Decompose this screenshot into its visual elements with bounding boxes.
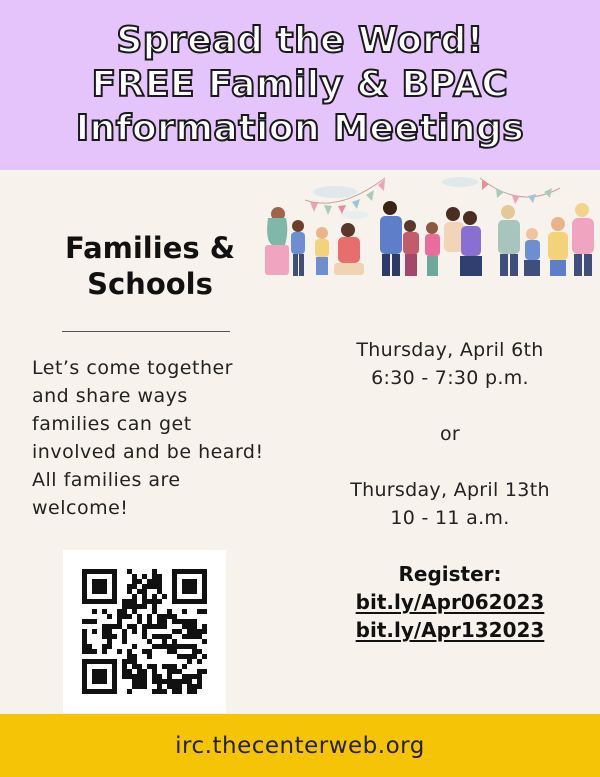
header-banner (0, 0, 600, 170)
description-line: welcome! (32, 497, 129, 519)
meeting-2-time: 10 - 11 a.m. (390, 507, 510, 529)
register-label: Register: (398, 562, 502, 586)
title-line-1: Spread the Word! (116, 20, 484, 61)
meeting-2-date: Thursday, April 13th (350, 479, 550, 501)
meeting-1-date: Thursday, April 6th (356, 339, 544, 361)
description-line: families can get (32, 413, 192, 435)
section-title (40, 230, 260, 302)
divider (62, 331, 230, 332)
description-line: and share ways (32, 385, 188, 407)
section-title-line-1: Families & (64, 231, 236, 265)
meeting-1-time: 6:30 - 7:30 p.m. (371, 367, 529, 389)
description-text (32, 354, 317, 522)
footer-bar (0, 714, 600, 777)
qr-code[interactable] (63, 550, 226, 713)
description-line: All families are (32, 469, 181, 491)
register-link-april-13[interactable]: bit.ly/Apr132023 (355, 618, 545, 642)
families-illustration (260, 170, 600, 285)
title-line-3: Information Meetings (75, 108, 525, 149)
title-line-2: FREE Family & BPAC (91, 64, 509, 105)
register-section (325, 560, 575, 644)
schedule-separator: or (439, 423, 461, 445)
register-link-april-6[interactable]: bit.ly/Apr062023 (355, 590, 545, 614)
section-title-line-2: Schools (87, 267, 213, 301)
qr-code-icon (63, 550, 226, 713)
description-line: Let’s come together (32, 357, 233, 379)
description-line: involved and be heard! (32, 441, 264, 463)
meeting-schedule (325, 336, 575, 532)
footer-url[interactable]: irc.thecenterweb.org (175, 732, 425, 759)
